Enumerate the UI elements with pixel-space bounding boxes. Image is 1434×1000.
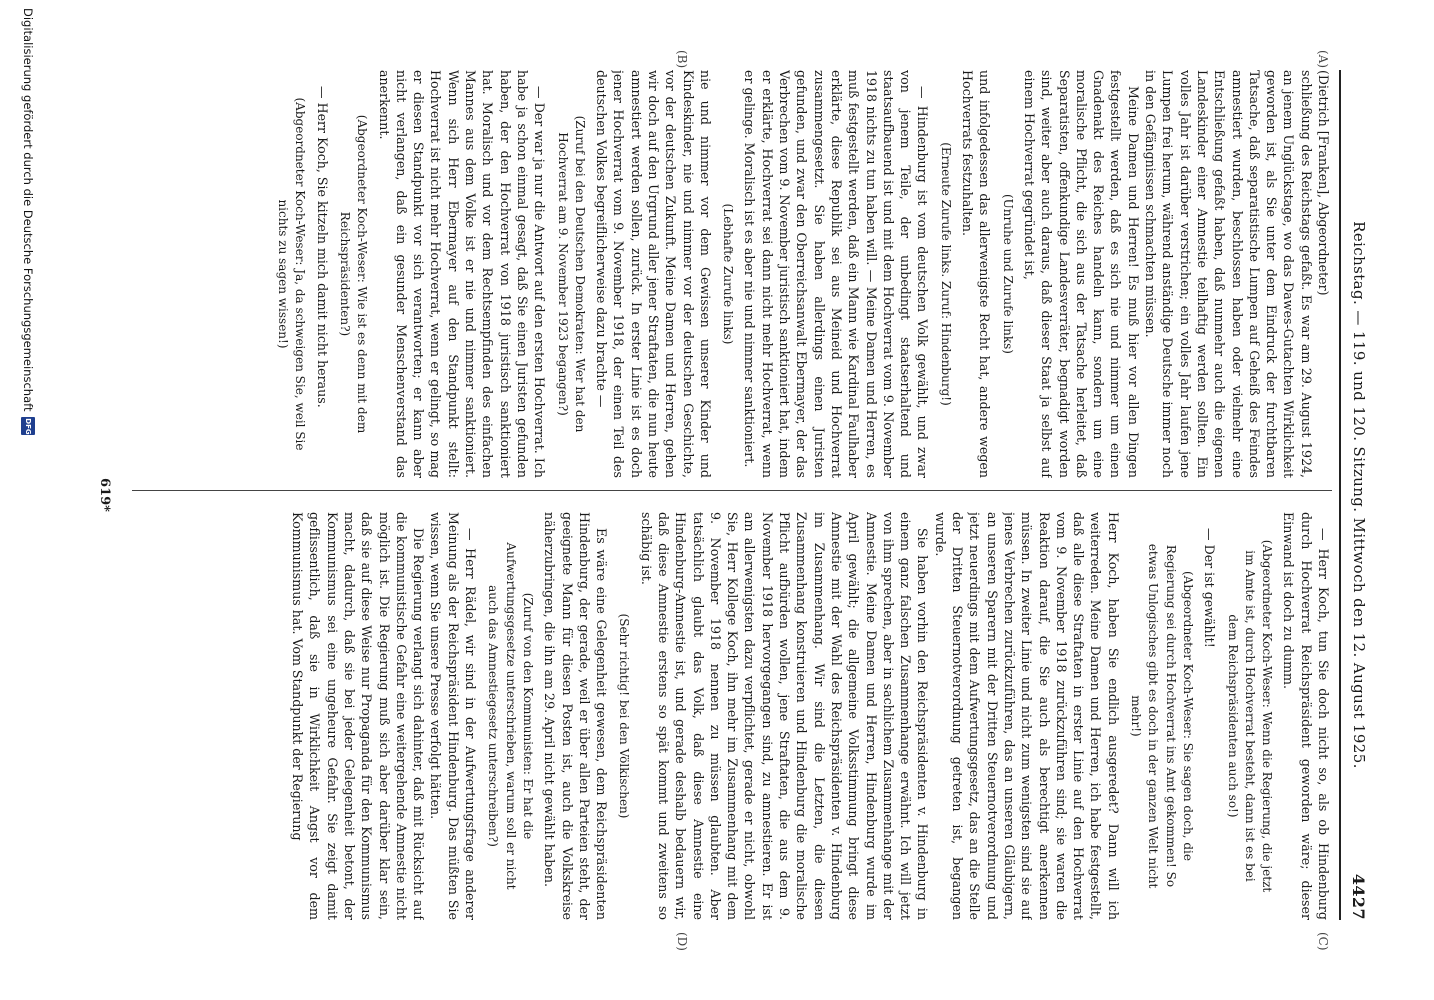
right-column-interjection: (Zuruf von den Kommunisten: Er hat die Aufwertungsgesetze unterschrieben, warum soll er nicht auch das Amnestiegesetz unterschreiben?) bbox=[486, 542, 535, 890]
right-column-paragraph: Herr Koch, haben Sie endlich ausgeredet? Dann will ich weiterreden. Meine Damen und Herren, ich habe festgestellt, daß alle diese Straftaten in erster Linie auf den Hochverrat vom 9. November 1918 zurückzuführen sind; sie waren die Reaktion darauf, die Sie auch als berechtigt anerkennen müssen. In zweiter Linie und nicht zum wenigsten sind sie auf jenes Verbrechen zurückzuführen, das an unseren Gläubigern, an unseren Sparern mit der Dritten Steuernotverordnung und jetzt neuerdings mit dem Aufwertungsgesetz, das an die Stelle der Dritten Steuernotverordnung getreten ist, begangen wurde. bbox=[932, 512, 1121, 920]
running-title: Reichstag. — 119. und 120. Sitzung. Mittwoch den 12. August 1925. bbox=[1350, 221, 1368, 769]
left-column-paragraph: nie und nimmer vor dem Gewissen unserer Kinder und Kindeskinder, nie und nimmer vor der deutschen Geschichte, vor der deutschen Zukunft. Meine Damen und Herren, gehen wir doch auf den Urgrund aller jener Straftaten, die nun heute amnestiert werden sollen, zurück. In erster Linie ist es doch jener Hochverrat vom 9. November 1918, der einen Teil des deutschen Volkes begreiflicherweise dazu brachte — bbox=[594, 70, 713, 478]
left-column-paragraph: schließung des Reichstags gefaßt. Es war am 29. August 1924, an jenem Unglückstage, wo das Dawes-Gutachten Wirklichkeit geworden ist, als Sie unter dem Eindruck der furchtbaren Tatsache, daß separatistische Lumpen auf Geheiß des Feindes amnestiert wurden, beschlossen haben oder vielmehr eine Entschließung gefaßt haben, daß nunmehr auch die eigenen Landeskinder einer Amnestie teilhaftig werden sollten. Ein volles Jahr ist darüber verstrichen; ein volles Jahr laufen jene Lumpen frei herum, während anständige Deutsche immer noch in den Gefängnissen schmachten müssen. bbox=[1143, 70, 1314, 478]
dfg-logo-icon: DFG bbox=[21, 417, 35, 435]
left-column-interjection: (Unruhe und Zurufe links) bbox=[1000, 194, 1015, 354]
left-column-paragraph: und infolgedessen das allerwenigste Recht hat, andere wegen Hochverrats festzuhalten. bbox=[960, 70, 993, 478]
right-column-paragraph: — Herr Rädel, wir sind in der Aufwertungsfrage anderer Meinung als der Reichspräsident Hindenburg. Das müßten Sie wissen, wenn Sie unsere Presse verfolgt hätten. bbox=[428, 512, 479, 920]
right-column-paragraph: — Herr Koch, tun Sie doch nicht so, als ob Hindenburg durch Hochverrat Reichspräsident geworden wäre; dieser Einwand ist doch zu dumm. bbox=[1281, 512, 1331, 920]
left-column-paragraph: — Hindenburg ist vom deutschen Volk gewählt, und zwar von jenem Teile, der unbedingt staatserhaltend und staatsaufbauend ist und mit dem Hochverrat vom 9. November 1918 nichts zu tun haben will. — Meine Damen und Herren, es muß festgestellt werden, daß ein Mann wie Kardinal Faulhaber erklärte, diese Republik sei aus Meineid und Hochverrat zusammengesetzt. Sie haben allerdings einen Juristen gefunden, und zwar den Oberreichsanwalt Ebermayer, der das Verbrechen vom 9. November juristisch sanktioniert hat, indem er erklärte, Hochverrat sei dann nicht mehr Hochverrat, wenn er gelinge. Moralisch ist es aber nie und nimmer sanktioniert. bbox=[742, 70, 931, 478]
right-column-paragraph: Sie haben vorhin den Reichspräsidenten v. Hindenburg in einem ganz falschen Zusammenhange erwähnt. Ich will jetzt von ihm sprechen, aber in sachlichem Zusammenhange mit der Amnestie. Meine Damen und Herren, Hindenburg wurde im April gewählt; die allgemeine Volksstimmung bringt diese Amnestie mit der Wahl des Reichspräsidenten v. Hindenburg im Zusammenhang. Wir sind die Letzten, die diesen Zusammenhang konstruieren und Hindenburg die moralische Pflicht aufbürden wollen, jene Straftaten, die aus dem 9. November 1918 hervorgegangen sind, zu amnestieren. Er ist am allerwenigsten dazu verpflichtet, gerade er nicht, obwohl Sie, Herr Kollege Koch, ihn mehr im Zusammenhang mit dem 9. November 1918 nennen zu müssen glaubten. Aber tatsächlich glaubt das Volk, daß diese Amnestie eine Hindenburg-Amnestie ist, und gerade deshalb bedauern wir, daß diese Amnestie erstens so spät kommt und zweitens so schäbig ist. bbox=[638, 512, 931, 920]
header-rule bbox=[1339, 70, 1341, 920]
left-column-interjection: (Erneute Zurufe links. Zuruf: Hindenburg!) bbox=[938, 142, 953, 406]
margin-letter-a: (A) bbox=[1316, 50, 1330, 69]
right-column-paragraph: Es wäre eine Gelegenheit gewesen, dem Reichspräsidenten Hindenburg, der gerade, weil er über allen Parteien steht, der geeignete Mann für diesen Posten ist, auch die Volkskreise näherzubringen, die ihn am 29. April nicht gewählt haben. bbox=[542, 512, 610, 920]
right-column-interjection: (Abgeordneter Koch-Weser: Wenn die Regierung, die jetzt im Amte ist, durch Hochverrat besteht, dann ist es bei dem Reichspräsidenten auch so!) bbox=[1225, 539, 1275, 893]
digitization-credit bbox=[17, 8, 39, 968]
right-column-interjection: (Abgeordneter Koch-Weser: Sie sagen doch, die Regierung sei durch Hochverrat ins Amt gekommen! So etwas Unlogisches gibt es doch in der ganzen Welt nicht mehr!) bbox=[1129, 543, 1195, 889]
right-column-paragraph: — Der ist gewählt! bbox=[1202, 528, 1218, 648]
left-column-interjection: (Abgeordneter Koch-Weser: Ja, da schweigen Sie, weil Sie nichts zu sagen wissen!) bbox=[276, 97, 308, 451]
margin-letter-d: (D) bbox=[675, 932, 689, 951]
left-column-interjection: (Abgeordneter Koch-Weser: Wie ist es denn mit dem Reichspräsidenten?) bbox=[337, 114, 370, 434]
right-column bbox=[117, 512, 1332, 920]
right-column-interjection: (Sehr richtig! bei den Völkischen) bbox=[617, 613, 632, 819]
credit-text: Digitalisierung gefördert durch die Deutsche Forschungsgemeinschaft bbox=[21, 8, 35, 412]
left-column-interjection: (Zuruf bei den Deutschen Demokraten: Wer hat den Hochverrat am 9. November 1923 begangen?) bbox=[555, 115, 587, 433]
margin-letter-c: (C) bbox=[1316, 932, 1330, 951]
left-column-paragraph: — Herr Koch, Sie kitzeln mich damit nicht heraus. bbox=[314, 86, 330, 408]
sheet-mark: 619* bbox=[97, 478, 112, 512]
left-column-interjection: (Lebhafte Zurufe links) bbox=[721, 203, 736, 345]
column-divider bbox=[132, 490, 1332, 491]
left-column-paragraph: (Dietrich [Franken], Abgeordneter) bbox=[1316, 70, 1331, 296]
left-column-paragraph: Meine Damen und Herren! Es muß hier vor allen Dingen festgestellt werden, daß es sich nie und nimmer um einen Gnadenakt des Reiches handeln kann, sondern um eine moralische Pflicht, die sich aus der Tatsache herleitet, daß Separatisten, offenkundige Landesverräter, begnadigt worden sind, weiter aber auch daraus, daß dieser Staat ja selbst auf einem Hochverrat gegründet ist, bbox=[1021, 70, 1141, 478]
left-column-paragraph: — Der war ja nur die Antwort auf den ersten Hochverrat. Ich habe ja schon einmal gesagt, daß Sie einen Juristen gefunden haben, der den Hochverrat von 1918 juristisch sanktioniert hat. Moralisch und vor dem Rechtsempfinden des einfachen Mannes aus dem Volke ist er nie und nimmer sanktioniert. Wenn sich Herr Ebermayer auf den Standpunkt stellt: Hochverrat ist nicht mehr Hochverrat, wenn er gelingt, so mag er diesen Standpunkt vor sich verantworten; er kann aber nicht verlangen, daß ein gesunder Menschenverstand das anerkennt. bbox=[376, 70, 548, 478]
margin-letter-b: (B) bbox=[675, 50, 689, 69]
page-header bbox=[1344, 70, 1368, 920]
page-number: 4427 bbox=[1349, 873, 1368, 920]
left-column bbox=[117, 70, 1332, 478]
right-column-paragraph: Die Regierung verlangt sich dahinter, daß mit Rücksicht auf die kommunistische Gefahr eine weitergehende Amnestie nicht möglich ist. Die Regierung muß sich aber darüber klar sein, daß sie auf diese Weise nur Propaganda für den Kommunismus macht, dadurch, daß sie bei jeder Gelegenheit betont, der Kommunismus sei eine ungeheure Gefahr. Sie zeigt damit geflissentlich, daß sie in Wirklichkeit Angst vor dem Kommunismus hat. Vom Standpunkt der Regierung bbox=[290, 512, 427, 920]
